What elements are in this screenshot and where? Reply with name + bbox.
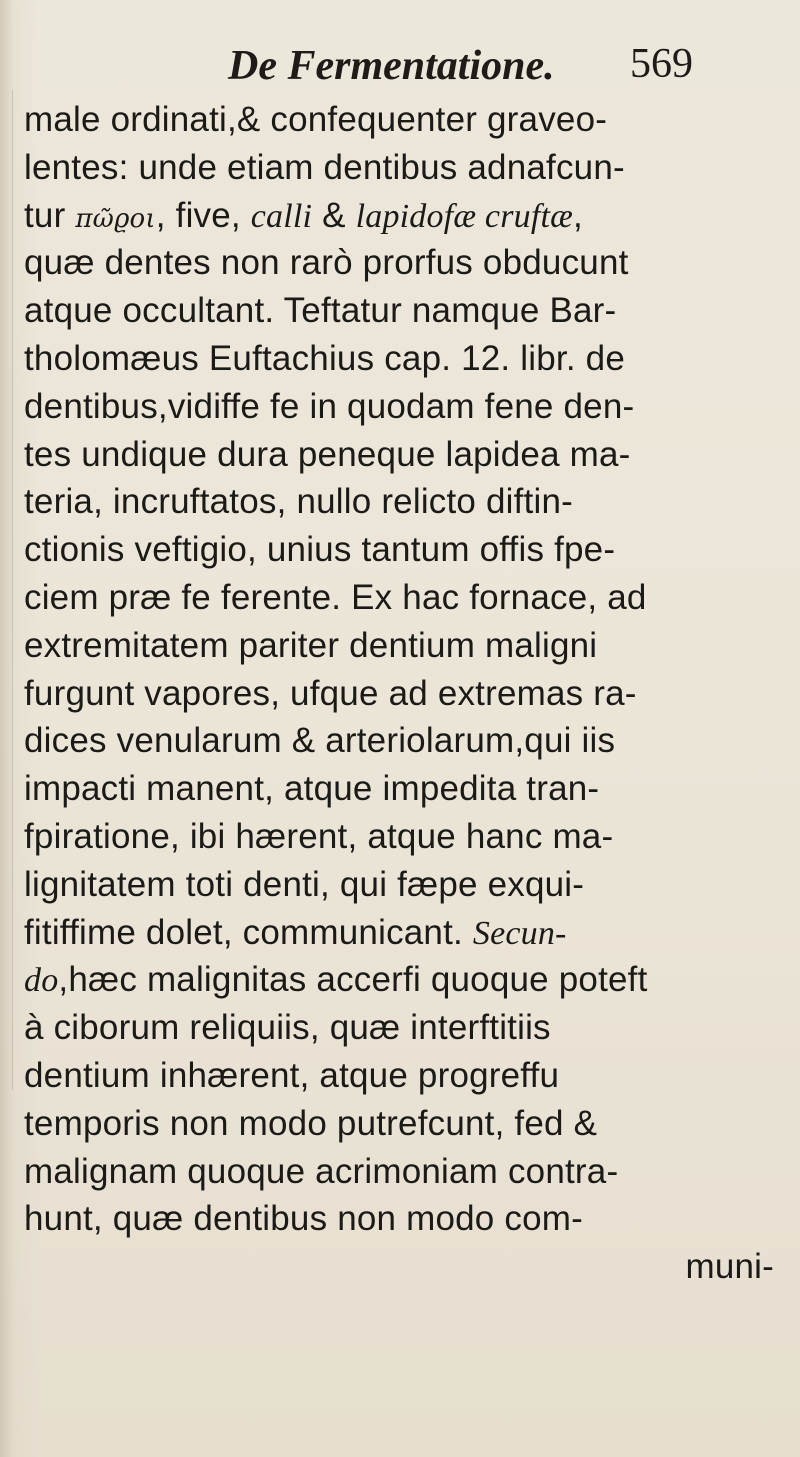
line-text: dices venularum & arteriolarum,qui iis bbox=[24, 721, 616, 761]
line-text: dentibus,vidiffe fe in quodam fene den- bbox=[24, 386, 635, 426]
line-text: impacti manent, atque impedita tran- bbox=[24, 769, 600, 809]
page-number: 569 bbox=[630, 41, 693, 87]
line-text: atque occultant. Teftatur namque Bar- bbox=[24, 291, 617, 331]
text-line bbox=[24, 431, 794, 479]
running-title: De Fermentatione. bbox=[228, 43, 555, 89]
text-line bbox=[24, 383, 794, 431]
line-text: ciem præ fe ferente. Ex hac fornace, ad bbox=[24, 577, 647, 617]
line-text: tur bbox=[24, 195, 76, 235]
text-line bbox=[24, 1052, 794, 1100]
text-line bbox=[24, 574, 794, 622]
text-line bbox=[24, 861, 794, 909]
text-line bbox=[24, 96, 794, 144]
line-text: male ordinati,& confequenter graveo- bbox=[24, 100, 608, 139]
line-text: ,hæc malignitas accerfi quoque poteft bbox=[58, 960, 648, 1000]
text-line bbox=[24, 1148, 794, 1196]
catchword: muni- bbox=[685, 1247, 774, 1287]
line-text: fpiratione, ibi hærent, atque hanc ma- bbox=[24, 816, 614, 856]
line-text: malignam quoque acrimoniam contra- bbox=[24, 1151, 619, 1191]
page-header bbox=[0, 36, 800, 96]
line-text: à ciborum reliquiis, quæ interftitiis bbox=[24, 1008, 551, 1048]
text-line bbox=[24, 1004, 794, 1052]
line-text: lentes: unde etiam dentibus adnafcun- bbox=[24, 147, 625, 187]
line-text: lignitatem toti denti, qui fæpe exqui- bbox=[24, 864, 585, 904]
line-text: , five, bbox=[155, 195, 251, 235]
text-line bbox=[24, 526, 794, 574]
text-line bbox=[24, 670, 794, 718]
text-line bbox=[24, 622, 794, 670]
text-line bbox=[24, 144, 794, 192]
text-line bbox=[24, 765, 794, 813]
gutter-shadow bbox=[12, 90, 13, 1090]
text-line bbox=[24, 1195, 794, 1243]
line-text: , bbox=[573, 195, 583, 235]
greek-word: πῶϱοι bbox=[75, 203, 156, 234]
line-text: tholomæus Euftachius cap. 12. libr. de bbox=[24, 338, 625, 378]
line-text: dentium inhærent, atque progreffu bbox=[24, 1055, 560, 1095]
line-text: hunt, quæ dentibus non modo com- bbox=[24, 1199, 583, 1239]
catchword-line bbox=[24, 1243, 794, 1291]
line-text: quæ dentes non rarò prorfus obducunt bbox=[24, 243, 629, 283]
italic-term: Secun- bbox=[472, 914, 567, 952]
line-text: furgunt vapores, ufque ad extremas ra- bbox=[24, 673, 637, 713]
text-line bbox=[24, 335, 794, 383]
text-line bbox=[24, 813, 794, 861]
line-text: tes undique dura peneque lapidea ma- bbox=[24, 434, 631, 474]
italic-term: lapidofæ cruftæ bbox=[355, 197, 574, 235]
italic-term: do bbox=[24, 962, 59, 1000]
line-text: extremitatem pariter dentium maligni bbox=[24, 625, 598, 665]
text-line bbox=[24, 1100, 794, 1148]
text-line bbox=[24, 717, 794, 765]
line-text: & bbox=[312, 195, 356, 235]
text-line bbox=[24, 239, 794, 287]
italic-term: calli bbox=[250, 197, 313, 235]
line-text: teria, incruftatos, nullo relicto diftin- bbox=[24, 482, 573, 522]
text-line bbox=[24, 909, 794, 957]
text-line bbox=[24, 956, 794, 1004]
text-line bbox=[24, 287, 794, 335]
line-text: temporis non modo putrefcunt, fed & bbox=[24, 1103, 598, 1143]
line-text: fitiffime dolet, communicant. bbox=[24, 912, 473, 952]
line-text: ctionis veftigio, unius tantum offis fpe- bbox=[24, 530, 616, 570]
text-line bbox=[24, 192, 794, 240]
body-text bbox=[24, 96, 794, 1291]
text-line bbox=[24, 478, 794, 526]
